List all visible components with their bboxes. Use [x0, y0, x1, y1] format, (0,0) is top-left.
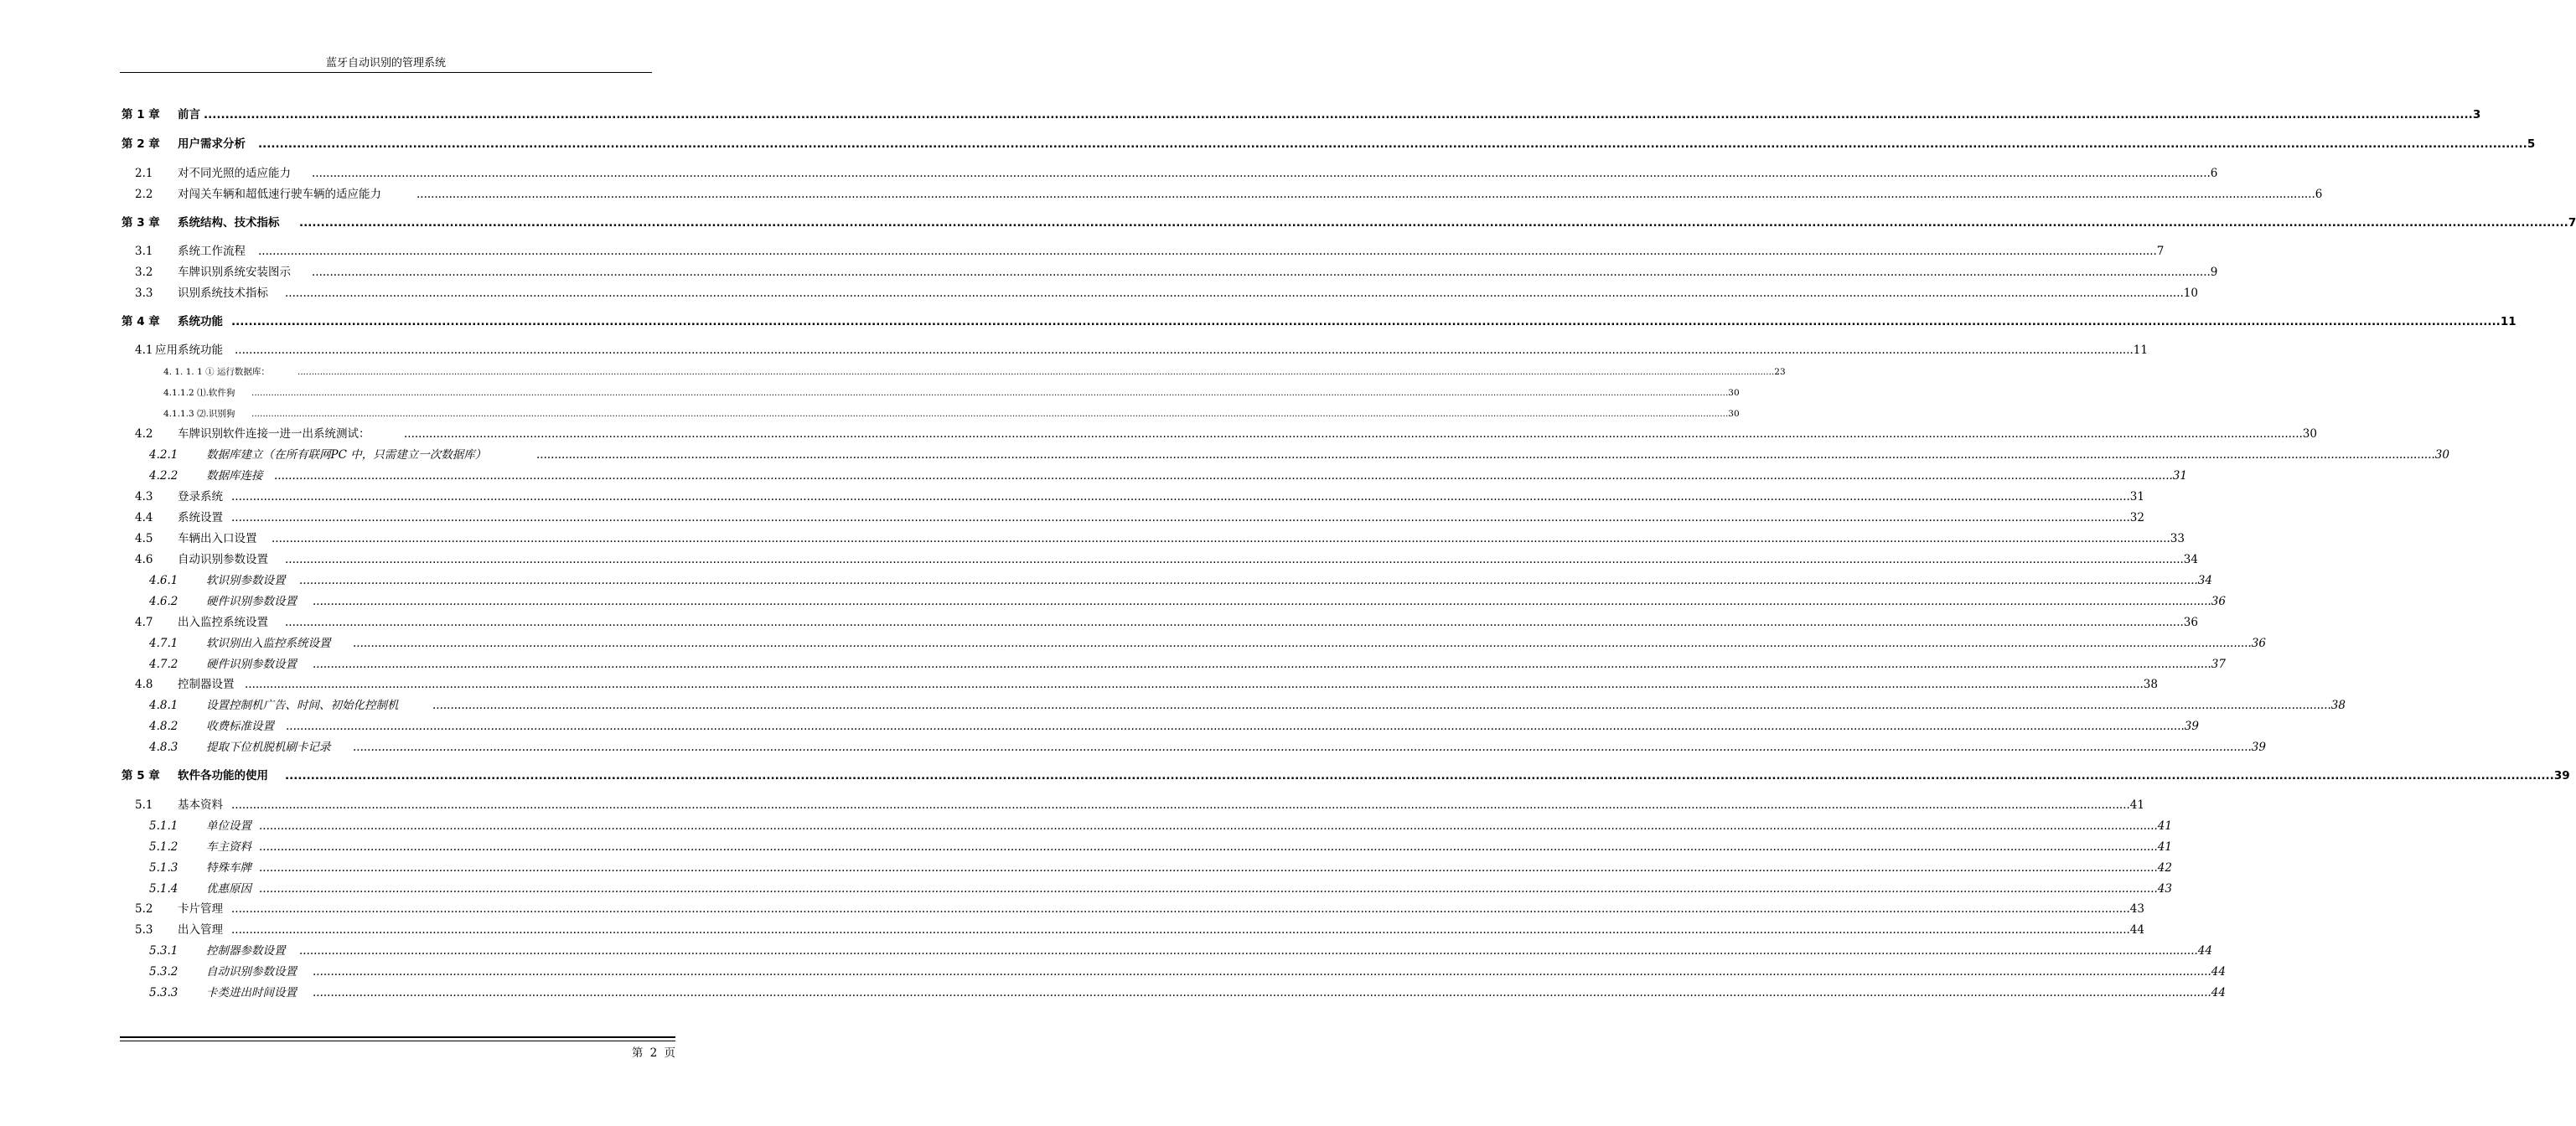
toc-entry-leader — [313, 984, 2226, 1001]
toc-entry[interactable] — [0, 901, 2144, 917]
toc-entry-number: 4.7.1 — [149, 637, 178, 650]
toc-entry-title: 自动识别参数设置 — [178, 553, 268, 566]
toc-entry-title: 车牌识别系统安装图示 — [178, 266, 291, 279]
dot-leader — [313, 963, 2211, 980]
toc-entry-page: 39 — [2251, 741, 2266, 754]
toc-entry[interactable] — [0, 467, 2187, 484]
toc-entry-leader — [285, 614, 2198, 631]
toc-entry-page: 44 — [2211, 965, 2226, 979]
toc-entry[interactable] — [0, 860, 2172, 876]
dot-leader — [231, 509, 2130, 526]
toc-entry-page: 7 — [2156, 245, 2165, 258]
toc-entry-title: 出入监控系统设置 — [178, 616, 268, 629]
toc-entry-number: 2.2 — [135, 188, 153, 201]
toc-entry-title: 数据库建立（在所有联网PC 中，只需建立一次数据库） — [206, 448, 487, 462]
toc-entry-page: 11 — [2133, 343, 2148, 357]
toc-entry-leader — [285, 285, 2198, 302]
toc-entry-page: 33 — [2170, 532, 2185, 545]
toc-entry[interactable] — [0, 718, 2199, 735]
toc-entry-number: 5.3.2 — [149, 965, 178, 979]
toc-entry-page: 34 — [2183, 553, 2198, 566]
toc-entry-title: 卡片管理 — [178, 902, 223, 916]
toc-entry-page: 36 — [2251, 637, 2266, 650]
toc-entry-number: 4.8.3 — [149, 741, 178, 754]
toc-entry-page: 6 — [2210, 167, 2218, 180]
toc-entry[interactable] — [0, 285, 2198, 302]
toc-entry-page: 11 — [2500, 315, 2517, 328]
toc-entry-page: 38 — [2330, 699, 2346, 712]
dot-leader — [432, 697, 2331, 714]
toc-entry-number: 5.3 — [135, 923, 153, 937]
toc-entry-title: 系统功能 — [178, 315, 223, 328]
toc-entry-title: 车牌识别软件连接一进一出系统测试： — [178, 427, 370, 441]
toc-entry[interactable] — [0, 818, 2172, 834]
toc-entry-leader — [231, 313, 2517, 330]
toc-entry-title: 设置控制机广告、时间、初始化控制机 — [206, 699, 399, 712]
toc-entry[interactable] — [0, 839, 2172, 855]
toc-entry-number: 5.1 — [135, 798, 153, 812]
dot-leader — [297, 364, 1774, 380]
toc-entry-page: 37 — [2211, 658, 2226, 671]
toc-entry-page: 41 — [2157, 840, 2172, 854]
dot-leader — [258, 243, 2157, 260]
toc-entry-page: 42 — [2157, 861, 2172, 875]
toc-entry-title: 出入管理 — [178, 923, 223, 937]
dot-leader — [259, 818, 2158, 834]
toc-entry-leader — [235, 342, 2148, 359]
toc-entry-title: 基本资料 — [178, 798, 223, 812]
toc-entry[interactable] — [0, 697, 2346, 714]
toc-entry-title: 控制器参数设置 — [206, 944, 286, 958]
toc-entry-leader — [274, 467, 2187, 484]
toc-entry-leader — [312, 264, 2218, 281]
toc-entry[interactable] — [0, 572, 2212, 589]
toc-entry-leader — [251, 385, 1740, 401]
toc-entry-leader — [259, 860, 2172, 876]
dot-leader — [312, 264, 2211, 281]
toc-entry[interactable] — [0, 530, 2185, 547]
toc-entry-page: 43 — [2157, 882, 2172, 896]
toc-entry-number: 4.2 — [135, 427, 153, 441]
toc-entry-leader — [299, 943, 2212, 959]
dot-leader — [313, 656, 2211, 673]
toc-entry-number: 4.1 — [135, 343, 153, 357]
dot-leader — [231, 797, 2130, 814]
dot-leader — [231, 313, 2501, 330]
toc-entry-leader — [536, 447, 2449, 463]
toc-entry-number: 第 3 章 — [122, 216, 160, 230]
toc-entry-leader — [285, 767, 2570, 784]
toc-entry-title: 特殊车牌 — [206, 861, 251, 875]
toc-entry[interactable] — [0, 509, 2144, 526]
toc-entry[interactable] — [0, 106, 2481, 123]
toc-entry-title: 用户需求分析 — [178, 137, 246, 151]
toc-entry[interactable] — [0, 881, 2172, 897]
toc-entry-page: 31 — [2172, 469, 2187, 483]
toc-entry-page: 30 — [1728, 409, 1740, 419]
toc-entry-number: 5.2 — [135, 902, 153, 916]
toc-entry-page: 36 — [2211, 595, 2226, 608]
dot-leader — [259, 860, 2158, 876]
toc-entry[interactable] — [0, 405, 1740, 422]
toc-entry-number: 4.8.1 — [149, 699, 178, 712]
toc-entry-leader — [312, 165, 2218, 182]
toc-entry-page: 39 — [2553, 769, 2570, 783]
toc-entry-number: 4.2.2 — [149, 469, 178, 483]
toc-entry-leader — [297, 364, 1786, 380]
toc-entry[interactable] — [0, 614, 2198, 631]
toc-entry-page: 43 — [2129, 902, 2144, 916]
toc-entry-number: 4.2.1 — [149, 448, 178, 462]
toc-entry[interactable] — [0, 767, 2570, 784]
toc-entry-title: 系统工作流程 — [178, 245, 246, 258]
toc-entry[interactable] — [0, 676, 2158, 693]
toc-entry-page: 10 — [2183, 287, 2198, 300]
dot-leader — [231, 922, 2130, 938]
dot-leader — [285, 767, 2554, 784]
toc-entry-number: 3.3 — [135, 287, 153, 300]
toc-entry-number: 4.6 — [135, 553, 153, 566]
toc-entry[interactable] — [0, 797, 2144, 814]
toc-entry-title: 优惠原因 — [206, 882, 251, 896]
toc-entry-page: 44 — [2197, 944, 2212, 958]
dot-leader — [285, 285, 2184, 302]
toc-entry-page: 34 — [2197, 574, 2212, 587]
toc-entry[interactable] — [0, 364, 1786, 380]
toc-entry-leader — [231, 901, 2144, 917]
toc-entry[interactable] — [0, 739, 2266, 756]
toc-entry-title: 控制器设置 — [178, 678, 235, 691]
toc-entry-page: 9 — [2210, 266, 2218, 279]
toc-entry-number: 第 2 章 — [122, 137, 160, 151]
toc-entry-page: 30 — [1728, 388, 1740, 398]
dot-leader — [312, 165, 2211, 182]
toc-entry[interactable] — [0, 984, 2226, 1001]
dot-leader — [299, 943, 2198, 959]
toc-entry-leader — [353, 635, 2266, 652]
toc-entry-leader — [204, 106, 2481, 123]
toc-entry-title: 应用系统功能 — [155, 343, 223, 357]
toc-entry[interactable] — [0, 342, 2148, 359]
toc-entry[interactable] — [0, 943, 2212, 959]
toc-entry[interactable] — [0, 243, 2165, 260]
toc-entry-title: 识别系统技术指标 — [178, 287, 268, 300]
toc-entry-number: 4.4 — [135, 511, 153, 524]
dot-leader — [416, 186, 2315, 203]
toc-entry-leader — [231, 797, 2144, 814]
toc-entry-page: 36 — [2183, 616, 2198, 629]
toc-entry-title: 登录系统 — [178, 490, 223, 504]
dot-leader — [258, 136, 2527, 152]
toc-entry-page: 30 — [2434, 448, 2449, 462]
toc-entry-page: 23 — [1774, 367, 1786, 377]
toc-entry-number: 4.5 — [135, 532, 153, 545]
toc-entry-title: 对闯关车辆和超低速行驶车辆的适应能力 — [178, 188, 381, 201]
toc-entry-title: 单位设置 — [206, 819, 251, 833]
toc-entry-leader — [272, 530, 2185, 547]
toc-entry-leader — [285, 551, 2198, 568]
toc-entry-page: 32 — [2129, 511, 2144, 524]
toc-entry-page: 41 — [2129, 798, 2144, 812]
toc-entry-leader — [251, 405, 1740, 422]
toc-entry[interactable] — [0, 313, 2517, 330]
toc-entry-leader — [259, 881, 2172, 897]
toc-entry-page: 41 — [2157, 819, 2172, 833]
toc-entry-leader — [259, 818, 2172, 834]
dot-leader — [204, 106, 2473, 123]
toc-entry-page: 5 — [2527, 137, 2536, 151]
toc-entry-leader — [231, 922, 2144, 938]
toc-entry-page: 44 — [2129, 923, 2144, 937]
toc-entry-title: 系统设置 — [178, 511, 223, 524]
dot-leader — [353, 739, 2252, 756]
toc-entry-title: 软识别出入监控系统设置 — [206, 637, 331, 650]
toc-entry[interactable] — [0, 186, 2323, 203]
toc-entry-page: 30 — [2302, 427, 2317, 441]
toc-entry[interactable] — [0, 488, 2144, 505]
toc-entry-number: 5.1.3 — [149, 861, 178, 875]
toc-entry[interactable] — [0, 656, 2226, 673]
toc-entry-number: 3.2 — [135, 266, 153, 279]
toc-entry-title: 硬件识别参数设置 — [206, 595, 297, 608]
toc-entry-number: 第 5 章 — [122, 769, 160, 783]
toc-entry-number: 4.6.1 — [149, 574, 178, 587]
toc-entry[interactable] — [0, 551, 2198, 568]
toc-entry-number: 5.3.3 — [149, 986, 178, 999]
toc-entry[interactable] — [0, 264, 2218, 281]
toc-entry-number: 4.7.2 — [149, 658, 178, 671]
toc-entry[interactable] — [0, 963, 2226, 980]
dot-leader — [313, 593, 2211, 610]
toc-entry-page: 7 — [2568, 216, 2576, 230]
dot-leader — [353, 635, 2252, 652]
toc-entry-title: 数据库连接 — [206, 469, 263, 483]
toc-entry[interactable] — [0, 922, 2144, 938]
toc-entry-number: 5.1.2 — [149, 840, 178, 854]
toc-entry-number: 第 4 章 — [122, 315, 160, 328]
dot-leader — [235, 342, 2134, 359]
toc-entry-number: 4. 1. 1. 1 ① 运行数据库： — [163, 367, 270, 377]
toc-entry-leader — [286, 718, 2199, 735]
dot-leader — [259, 839, 2158, 855]
dot-leader — [231, 488, 2130, 505]
toc-entry-leader — [245, 676, 2158, 693]
dot-leader — [251, 405, 1728, 422]
toc-entry[interactable] — [0, 214, 2576, 231]
toc-entry-title: 卡类进出时间设置 — [206, 986, 297, 999]
toc-entry-number: 4.7 — [135, 616, 153, 629]
dot-leader — [231, 901, 2130, 917]
toc-entry[interactable] — [0, 635, 2266, 652]
toc-entry-number: 4.6.2 — [149, 595, 178, 608]
dot-leader — [536, 447, 2435, 463]
dot-leader — [274, 467, 2173, 484]
dot-leader — [299, 572, 2198, 589]
dot-leader — [404, 426, 2303, 442]
toc-entry-leader — [313, 963, 2226, 980]
footer-page-number: 第 2 页 — [631, 1046, 675, 1060]
toc-entry-number: 2.1 — [135, 167, 153, 180]
toc-entry-number: 4.1.1.2 ⑴.软件狗 — [163, 388, 235, 398]
toc-entry-page: 44 — [2211, 986, 2226, 999]
toc-entry-leader — [313, 656, 2226, 673]
toc-entry[interactable] — [0, 385, 1740, 401]
toc-entry-title: 硬件识别参数设置 — [206, 658, 297, 671]
toc-entry-title: 自动识别参数设置 — [206, 965, 297, 979]
toc-entry-leader — [259, 839, 2172, 855]
toc-entry-page: 39 — [2184, 720, 2199, 733]
toc-entry-number: 4.8.2 — [149, 720, 178, 733]
dot-leader — [299, 214, 2568, 231]
toc-entry-leader — [231, 488, 2144, 505]
footer-rule — [120, 1036, 675, 1038]
toc-entry-page: 6 — [2315, 188, 2323, 201]
toc-entry-leader — [258, 136, 2536, 152]
dot-leader — [251, 385, 1728, 401]
toc-entry-title: 车主资料 — [206, 840, 251, 854]
toc-entry-leader — [299, 214, 2576, 231]
toc-entry-title: 收费标准设置 — [206, 720, 274, 733]
toc-entry-leader — [353, 739, 2266, 756]
toc-entry-leader — [432, 697, 2346, 714]
dot-leader — [285, 614, 2184, 631]
toc-entry-leader — [231, 509, 2144, 526]
toc-entry-number: 3.1 — [135, 245, 153, 258]
dot-leader — [313, 984, 2211, 1001]
toc-entry-title: 车辆出入口设置 — [178, 532, 257, 545]
toc-entry[interactable] — [0, 426, 2317, 442]
toc-entry-page: 31 — [2129, 490, 2144, 504]
toc-entry-leader — [258, 243, 2165, 260]
dot-leader — [272, 530, 2170, 547]
toc-entry[interactable] — [0, 593, 2226, 610]
toc-entry-leader — [299, 572, 2212, 589]
toc-entry-title: 前言 — [178, 108, 200, 121]
toc-entry-number: 5.1.4 — [149, 882, 178, 896]
toc-entry-number: 4.8 — [135, 678, 153, 691]
header-title: 蓝牙自动识别的管理系统 — [325, 57, 446, 70]
toc-entry[interactable] — [0, 165, 2218, 182]
toc-entry-title: 对不同光照的适应能力 — [178, 167, 291, 180]
toc-entry[interactable] — [0, 447, 2449, 463]
toc-entry-title: 软识别参数设置 — [206, 574, 286, 587]
toc-entry-title: 提取下位机脱机刷卡记录 — [206, 741, 331, 754]
toc-entry[interactable] — [0, 136, 2536, 152]
toc-entry-title: 系统结构、技术指标 — [178, 216, 280, 230]
toc-entry-number: 第 1 章 — [122, 108, 160, 121]
toc-entry-number: 4.3 — [135, 490, 153, 504]
toc-entry-number: 4.1.1.3 ⑵.识别狗 — [163, 409, 235, 419]
toc-entry-leader — [416, 186, 2323, 203]
dot-leader — [285, 551, 2184, 568]
dot-leader — [259, 881, 2158, 897]
dot-leader — [286, 718, 2185, 735]
toc-entry-number: 5.1.1 — [149, 819, 178, 833]
toc-entry-leader — [313, 593, 2226, 610]
toc-entry-page: 38 — [2143, 678, 2158, 691]
dot-leader — [245, 676, 2144, 693]
toc-entry-page: 3 — [2472, 108, 2481, 121]
toc-entry-leader — [404, 426, 2317, 442]
toc-entry-number: 5.3.1 — [149, 944, 178, 958]
toc-entry-title: 软件各功能的使用 — [178, 769, 268, 783]
